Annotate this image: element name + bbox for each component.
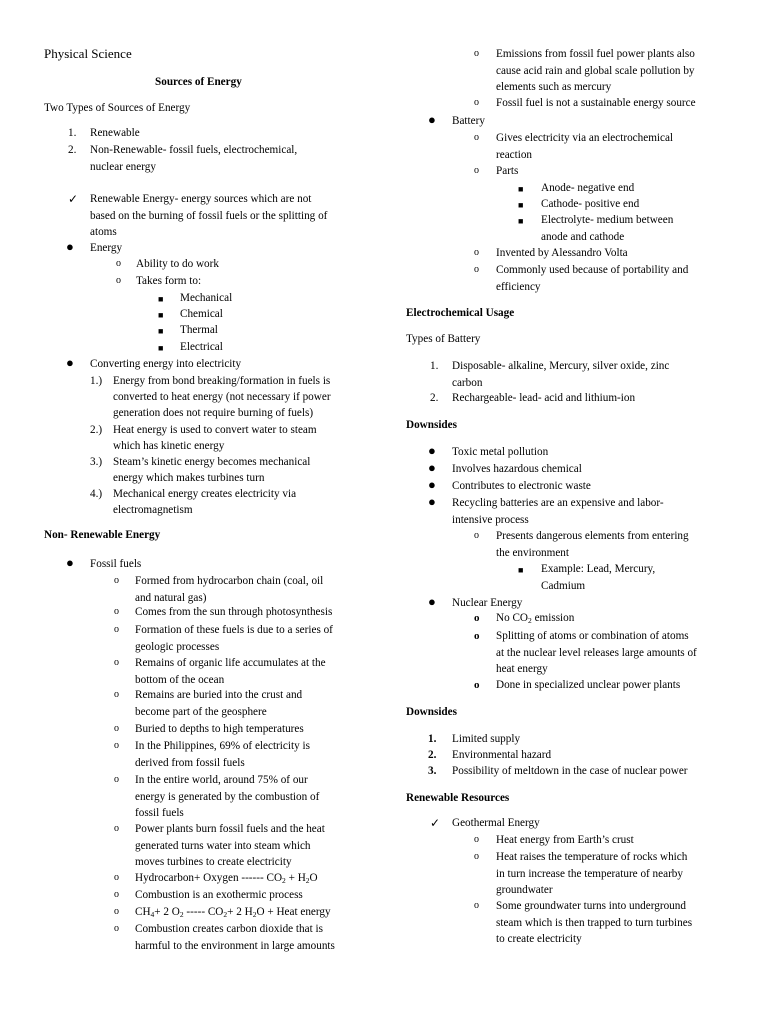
battery-item-line: Gives electricity via an electrochemical	[496, 132, 674, 144]
numbered-marker: 2.	[430, 392, 439, 404]
square-marker: ■	[158, 294, 164, 304]
bullet-marker: ●	[428, 112, 436, 127]
downside-item-line: Involves hazardous chemical	[452, 463, 582, 475]
battery-label: Battery	[452, 115, 485, 127]
circle-marker: o	[114, 923, 119, 934]
circle-marker: o	[474, 97, 479, 108]
circle-marker: o	[114, 906, 119, 917]
fossil-item-line: Formation of these fuels is due to a series of	[135, 624, 333, 636]
converting-step-line: Heat energy is used to convert water to steam	[113, 424, 317, 436]
circle-marker: o	[114, 823, 119, 834]
circle-marker: o	[116, 258, 121, 269]
equation-combustion	[135, 904, 331, 921]
fossil-item-line: Combustion creates carbon dioxide that is	[135, 923, 323, 935]
eq-subscript: 2	[223, 910, 228, 919]
fossil-item-line: harmful to the environment in large amounts	[135, 939, 335, 952]
bullet-marker: ●	[428, 494, 436, 509]
downside-item-line: Contributes to electronic waste	[452, 480, 591, 492]
circle-marker: o	[114, 689, 119, 700]
type-item-line: nuclear energy	[90, 160, 156, 173]
fossil-item-line: Remains of organic life accumulates at the	[135, 657, 326, 669]
fossil-item-line: Comes from the sun through photosynthesis	[135, 606, 333, 618]
converting-step-line: Mechanical energy creates electricity via	[113, 488, 297, 500]
circle-marker: o	[114, 740, 119, 751]
geothermal-item-line: to create electricity	[496, 933, 582, 945]
circle-marker: o	[474, 530, 479, 541]
eq-text: emission	[531, 612, 575, 624]
circle-marker: o	[474, 48, 479, 59]
geothermal-item-line: steam which is then trapped to turn turbines	[496, 916, 693, 929]
square-marker: ■	[158, 343, 164, 353]
downside-item-line: Limited supply	[452, 733, 521, 745]
fossil-item: Combustion is an exothermic process	[135, 889, 303, 901]
fossil-item-line: Remains are buried into the crust and	[135, 689, 303, 701]
battery-parts-label: Parts	[496, 165, 519, 177]
downside-item-line: Possibility of meltdown in the case of nuclear power	[452, 765, 688, 777]
fossil-item-line: In the entire world, around 75% of our	[135, 774, 308, 786]
example-item-line: Cadmium	[541, 579, 586, 592]
eq-text: + 2 H	[227, 906, 253, 918]
step-marker: 2.)	[90, 424, 103, 436]
nuclear-item-line: Splitting of atoms or combination of atoms	[496, 630, 689, 642]
bullet-marker: ●	[66, 239, 74, 254]
eq-text: Hydrocarbon+ Oxygen ------ CO	[135, 872, 283, 884]
fossil-item-line: In the Philippines, 69% of electricity is	[135, 740, 310, 752]
circle-marker: o	[474, 851, 479, 862]
square-marker: ■	[518, 200, 524, 210]
fossil-item-line: Power plants burn fossil fuels and the heat	[135, 823, 325, 835]
circle-marker: o	[474, 679, 480, 691]
converting-step-line: which has kinetic energy	[113, 440, 225, 452]
circle-marker: o	[114, 624, 119, 635]
energy-item: Takes form to:	[136, 275, 202, 287]
converting-step-line: generation does not require burning of fuels)	[113, 407, 314, 419]
nuclear-item-line: Done in specialized unclear power plants	[496, 679, 681, 691]
step-marker: 1.)	[90, 375, 103, 387]
battery-part-line: Electrolyte- medium between	[541, 214, 674, 226]
numbered-marker: 3.	[428, 765, 437, 777]
fossil-item-line: bottom of the ocean	[135, 673, 225, 686]
fossil-item-line: fossil fuels	[135, 807, 184, 819]
square-marker: ■	[518, 184, 524, 194]
square-marker: ■	[518, 216, 524, 226]
numbered-marker: 1.	[430, 360, 439, 372]
renewable-definition-line: atoms	[90, 226, 117, 238]
eq-text: O	[309, 872, 318, 884]
circle-marker: o	[116, 275, 121, 286]
converting-step-line: converted to heat energy (not necessary if power	[113, 391, 331, 403]
circle-marker: o	[474, 247, 479, 258]
fossil-continued-line: Emissions from fossil fuel power plants also	[496, 48, 695, 60]
energy-item: Ability to do work	[136, 258, 219, 270]
fossil-continued-line: cause acid rain and global scale pollution by	[496, 64, 695, 77]
numbered-marker: 1.	[68, 127, 77, 139]
circle-marker: o	[474, 612, 480, 624]
eq-text: No CO	[496, 612, 529, 624]
bullet-marker: ●	[428, 460, 436, 475]
type-item-line: Renewable	[90, 127, 140, 139]
circle-marker: o	[474, 132, 479, 143]
example-item-line: Example: Lead, Mercury,	[541, 563, 656, 575]
converting-step-line: Energy from bond breaking/formation in fuels is	[113, 375, 331, 387]
intro-text: Two Types of Sources of Energy	[44, 102, 191, 114]
battery-type-line: Disposable- alkaline, Mercury, silver oxide, zinc	[452, 360, 670, 372]
renewable-definition-line: based on the burning of fossil fuels or the splitting of	[90, 209, 328, 222]
eq-text: + 2 O	[154, 906, 180, 918]
energy-form: Electrical	[180, 341, 223, 353]
step-marker: 3.)	[90, 456, 103, 468]
section-title: Sources of Energy	[155, 76, 242, 88]
eq-text: O + Heat energy	[256, 906, 331, 918]
equation-hydrocarbon	[135, 870, 318, 887]
renewable-definition-line: Renewable Energy- energy sources which are not	[90, 193, 312, 205]
fossil-item-line: Formed from hydrocarbon chain (coal, oil	[135, 575, 324, 587]
battery-part-line: Cathode- positive end	[541, 198, 640, 210]
battery-item-line: efficiency	[496, 280, 541, 293]
bullet-marker: ●	[428, 477, 436, 492]
battery-item-line: Invented by Alessandro Volta	[496, 247, 628, 259]
battery-part-line: Anode- negative end	[541, 182, 635, 194]
converting-step-line: electromagnetism	[113, 504, 193, 516]
circle-marker: o	[474, 834, 479, 845]
downsides-heading: Downsides	[406, 706, 457, 718]
circle-marker: o	[474, 165, 479, 176]
battery-type-line: Rechargeable- lead- acid and lithium-ion	[452, 392, 636, 404]
battery-item-line: Commonly used because of portability and	[496, 264, 689, 276]
geothermal-item-line: Some groundwater turns into underground	[496, 900, 686, 912]
types-of-battery-label: Types of Battery	[406, 333, 481, 345]
battery-part-line: anode and cathode	[541, 230, 625, 243]
nonrenewable-heading: Non- Renewable Energy	[44, 529, 161, 541]
converting-label: Converting energy into electricity	[90, 358, 242, 370]
fossil-item-line: become part of the geosphere	[135, 705, 267, 718]
fossil-item-line: moves turbines to create electricity	[135, 856, 292, 868]
eq-subscript: 2	[179, 910, 184, 919]
geothermal-item-line: groundwater	[496, 884, 553, 896]
downside-item-line: Recycling batteries are an expensive and labor-	[452, 497, 664, 509]
bullet-marker: ●	[428, 443, 436, 458]
circle-marker: o	[474, 630, 480, 642]
downside-subitem-line: Presents dangerous elements from entering	[496, 530, 689, 542]
electrochemical-heading: Electrochemical Usage	[406, 307, 515, 319]
bullet-marker: ●	[66, 555, 74, 570]
nuclear-item-line: heat energy	[496, 663, 548, 675]
circle-marker: o	[114, 657, 119, 668]
fossil-item-line: energy is generated by the combustion of	[135, 790, 320, 803]
bullet-marker: ●	[66, 355, 74, 370]
fossil-continued-line: Fossil fuel is not a sustainable energy source	[496, 97, 696, 109]
geothermal-item-line: in turn increase the temperature of nearby	[496, 867, 683, 880]
fossil-item-line: and natural gas)	[135, 591, 207, 604]
no-co2-item	[496, 610, 574, 627]
numbered-marker: 1.	[428, 733, 437, 745]
circle-marker: o	[114, 889, 119, 900]
energy-form: Mechanical	[180, 292, 233, 304]
bullet-marker: ●	[428, 594, 436, 609]
eq-subscript: 4	[150, 910, 155, 919]
type-item-line: Non-Renewable- fossil fuels, electrochemical,	[90, 144, 298, 156]
converting-step-line: energy which makes turbines turn	[113, 472, 265, 484]
downside-item-line: intensive process	[452, 513, 529, 526]
geothermal-item-line: Heat energy from Earth’s crust	[496, 834, 634, 846]
eq-subscript: 2	[305, 876, 310, 885]
numbered-marker: 2.	[428, 749, 437, 761]
downside-item-line: Environmental hazard	[452, 749, 552, 761]
fossil-item-line: Buried to depths to high temperatures	[135, 723, 304, 735]
nuclear-item-line: at the nuclear level releases large amounts of	[496, 646, 697, 659]
geothermal-item-line: Heat raises the temperature of rocks which	[496, 851, 688, 863]
eq-text: ----- CO	[183, 906, 224, 918]
step-marker: 4.)	[90, 488, 103, 500]
square-marker: ■	[158, 310, 164, 320]
square-marker: ■	[518, 565, 524, 575]
page-header: Physical Science	[44, 46, 132, 61]
downsides-heading: Downsides	[406, 419, 457, 431]
fossil-item-line: generated turns water into steam which	[135, 839, 311, 852]
circle-marker: o	[114, 575, 119, 586]
battery-type-line: carbon	[452, 376, 483, 389]
converting-step-line: Steam’s kinetic energy becomes mechanical	[113, 456, 311, 468]
battery-item-line: reaction	[496, 148, 533, 161]
eq-subscript: 2	[282, 876, 286, 885]
circle-marker: o	[114, 774, 119, 785]
circle-marker: o	[474, 264, 479, 275]
circle-marker: o	[114, 723, 119, 734]
circle-marker: o	[474, 900, 479, 911]
fossil-item-line: geologic processes	[135, 640, 220, 653]
fossil-item-line: derived from fossil fuels	[135, 756, 245, 769]
downside-subitem-line: the environment	[496, 546, 570, 559]
energy-form: Thermal	[180, 324, 218, 336]
numbered-marker: 2.	[68, 144, 77, 156]
renewable-resources-heading: Renewable Resources	[406, 792, 510, 804]
energy-form: Chemical	[180, 308, 223, 320]
eq-subscript: 2	[252, 910, 257, 919]
eq-subscript: 2	[528, 616, 532, 625]
fossil-continued-line: elements such as mercury	[496, 81, 612, 93]
check-marker: ✓	[68, 192, 79, 206]
check-marker: ✓	[430, 816, 441, 830]
energy-label: Energy	[90, 242, 123, 254]
circle-marker: o	[114, 872, 119, 883]
nuclear-label: Nuclear Energy	[452, 597, 523, 609]
geothermal-label: Geothermal Energy	[452, 817, 540, 829]
square-marker: ■	[158, 326, 164, 336]
eq-text: + H	[285, 872, 306, 884]
downside-item-line: Toxic metal pollution	[452, 446, 549, 458]
eq-text: CH	[135, 906, 151, 918]
fossil-label: Fossil fuels	[90, 558, 142, 570]
circle-marker: o	[114, 606, 119, 617]
